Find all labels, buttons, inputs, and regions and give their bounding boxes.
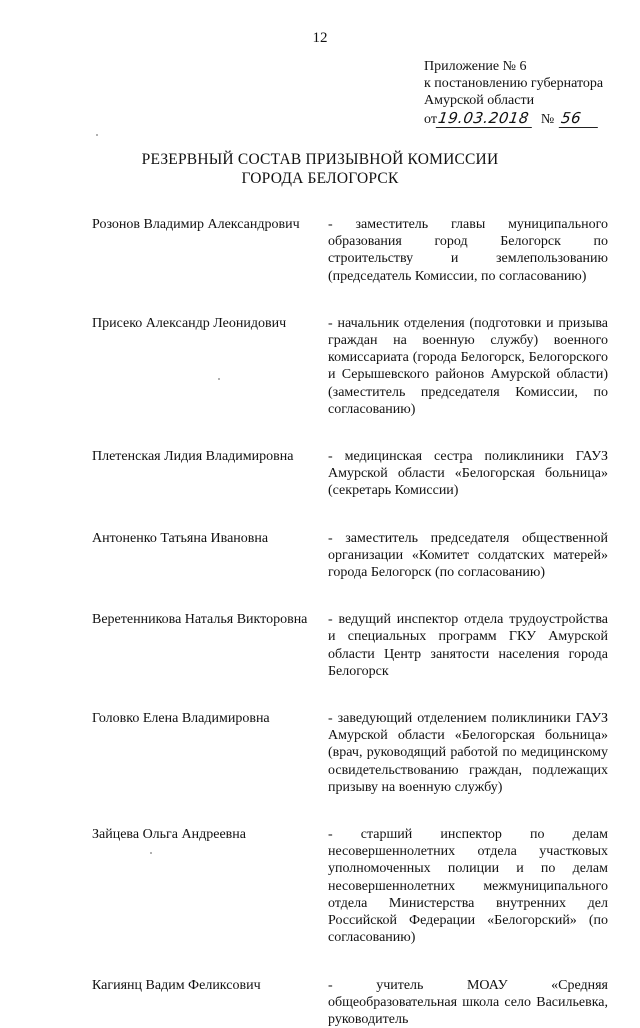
members-list xyxy=(92,216,612,1028)
member-name: Розонов Владимир Александрович xyxy=(92,216,328,285)
scan-speck xyxy=(96,134,98,136)
member-row xyxy=(92,611,612,680)
member-role: - начальник отделения (подготовки и призыва граждан на военную службу) военного комиссариата (города Белогорск, Белогорского и Серышевского районов Амурской области) (заместитель председателя Комиссии, по согласованию) xyxy=(328,315,608,418)
title-line-1: РЕЗЕРВНЫЙ СОСТАВ ПРИЗЫВНОЙ КОМИССИИ xyxy=(0,150,640,169)
appendix-region: Амурской области xyxy=(424,92,634,109)
page-number: 12 xyxy=(0,30,640,47)
member-name: Зайцева Ольга Андреевна xyxy=(92,826,328,946)
appendix-number: Приложение № 6 xyxy=(424,58,634,75)
number-prefix: № xyxy=(541,111,554,128)
member-row xyxy=(92,448,612,500)
member-name: Плетенская Лидия Владимировна xyxy=(92,448,328,500)
member-name: Головко Елена Владимировна xyxy=(92,710,328,796)
handwritten-date: 19.03.2018 xyxy=(436,110,534,128)
member-role: - ведущий инспектор отдела трудоустройства и специальных программ ГКУ Амурской области Центр занятости населения города Белогорск xyxy=(328,611,608,680)
member-name: Кагиянц Вадим Феликсович xyxy=(92,977,328,1028)
member-name: Антоненко Татьяна Ивановна xyxy=(92,530,328,582)
member-row xyxy=(92,977,612,1028)
document-title xyxy=(0,150,640,188)
appendix-header xyxy=(424,58,634,128)
member-role: - старший инспектор по делам несовершеннолетних отдела участковых уполномоченных полиции и по делам несовершеннолетних межмуниципального отдела Министерства внутренних дел Российской Федерации «Белогорский» (по согласованию) xyxy=(328,826,608,946)
member-role: - медицинская сестра поликлиники ГАУЗ Амурской области «Белогорская больница» (секретарь Комиссии) xyxy=(328,448,608,500)
appendix-date-line xyxy=(424,110,634,128)
appendix-decree-ref: к постановлению губернатора xyxy=(424,75,634,92)
member-row xyxy=(92,315,612,418)
member-row xyxy=(92,530,612,582)
member-role: - заведующий отделением поликлиники ГАУЗ Амурской области «Белогорская больница» (врач, руководящий работой по медицинскому освидетельствованию граждан, подлежащих призыву на военную службу) xyxy=(328,710,608,796)
member-name: Веретенникова Наталья Викторовна xyxy=(92,611,328,680)
member-row xyxy=(92,826,612,946)
scan-speck xyxy=(150,852,152,854)
title-line-2: ГОРОДА БЕЛОГОРСК xyxy=(0,169,640,188)
member-role: - заместитель председателя общественной организации «Комитет солдатских матерей» города Белогорск (по согласованию) xyxy=(328,530,608,582)
member-name: Присеко Александр Леонидович xyxy=(92,315,328,418)
member-row xyxy=(92,216,612,285)
handwritten-number: 56 xyxy=(559,110,601,128)
date-prefix: от xyxy=(424,111,437,128)
member-role: - учитель МОАУ «Средняя общеобразовательная школа село Васильевка, руководитель xyxy=(328,977,608,1028)
member-role: - заместитель главы муниципального образования город Белогорск по строительству и землепользованию (председатель Комиссии, по согласованию) xyxy=(328,216,608,285)
member-row xyxy=(92,710,612,796)
scan-speck xyxy=(218,378,220,380)
